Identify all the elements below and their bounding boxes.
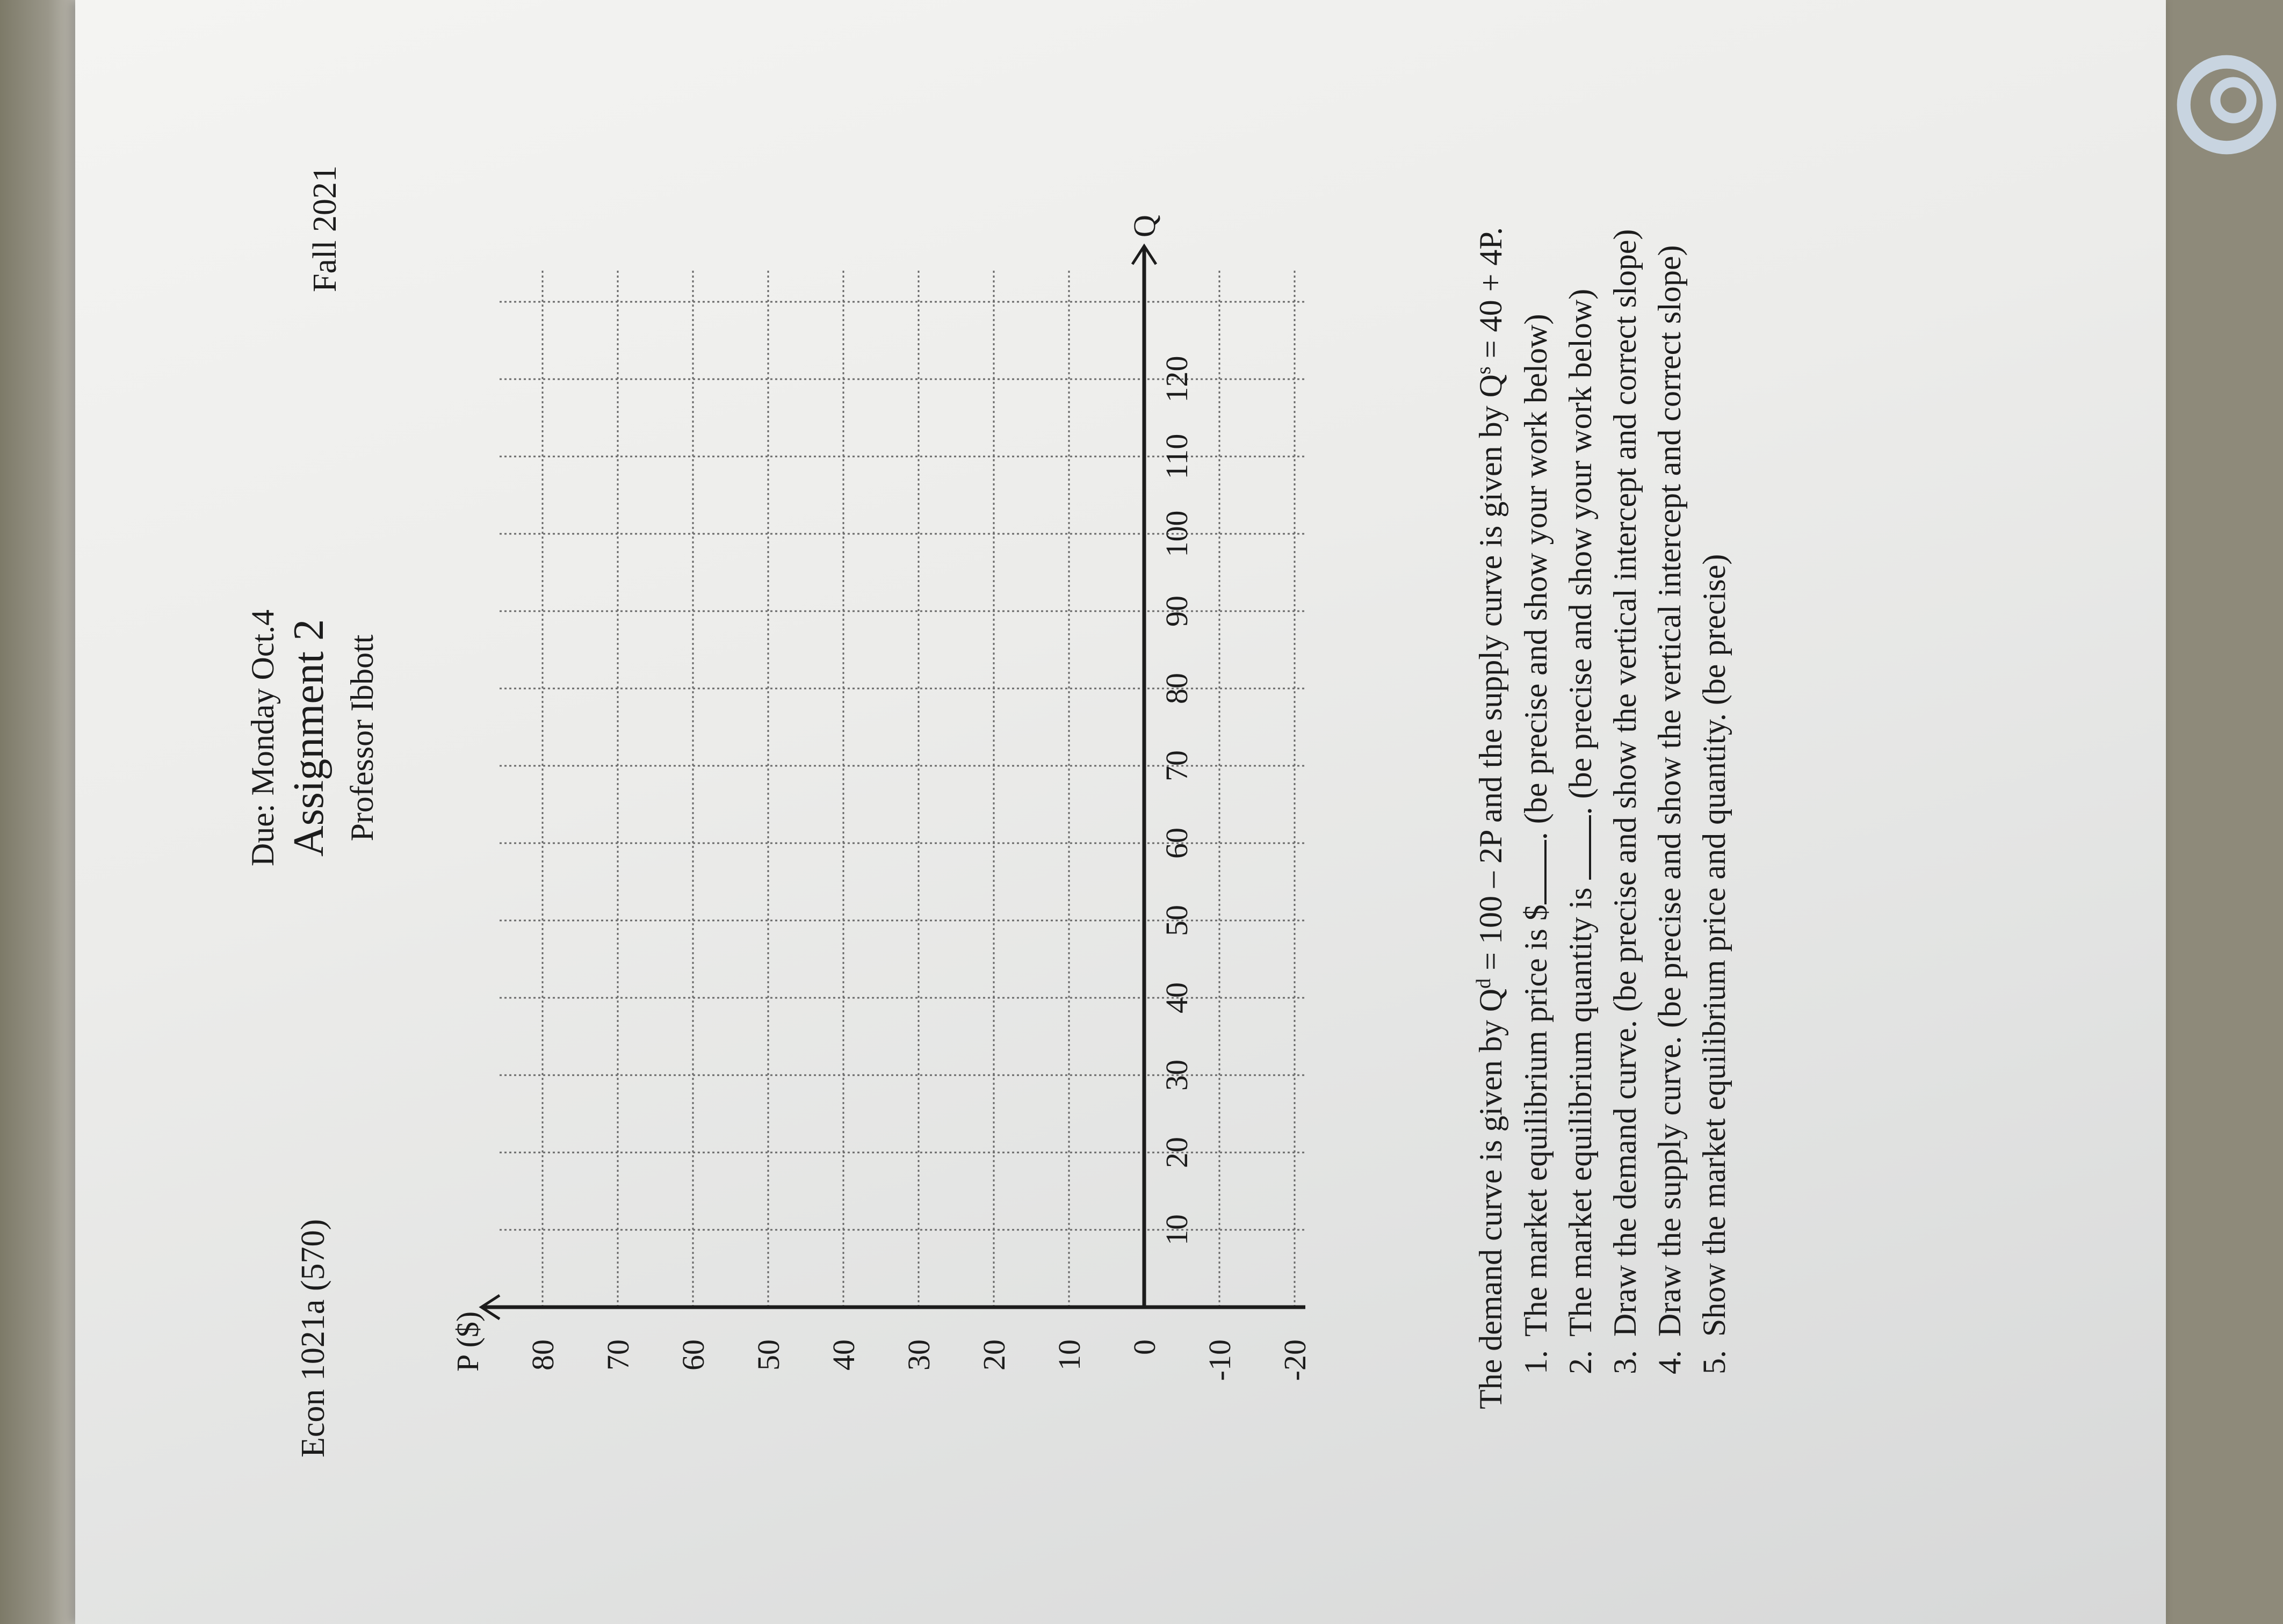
question-4 [1651, 245, 1688, 1375]
x-tick-label: 30 [1159, 1060, 1194, 1091]
question-number: 5. [1696, 1350, 1732, 1374]
graph-grid [450, 13, 1493, 1463]
p-axis-label: P ($) [450, 1311, 485, 1372]
x-tick-label: 60 [1159, 828, 1194, 859]
x-tick-label: 120 [1159, 356, 1194, 403]
x-tick-label: 50 [1159, 905, 1194, 936]
question-text: Draw the demand curve. (be precise and show the vertical intercept and correct slope) [1607, 229, 1643, 1337]
y-tick-label: 80 [525, 1339, 560, 1371]
question-text: Show the market equilibrium price and quantity. (be precise) [1696, 554, 1732, 1337]
question-text: The market equilibrium price is $ [1518, 904, 1554, 1337]
y-tick-label: 70 [601, 1339, 635, 1371]
question-1 [1518, 314, 1555, 1374]
x-tick-label: 10 [1159, 1214, 1194, 1245]
y-tick-label: -10 [1202, 1339, 1237, 1381]
y-tick-label: 20 [977, 1339, 1012, 1371]
question-2 [1562, 289, 1599, 1374]
y-tick-label: 60 [676, 1339, 711, 1371]
assignment-title: Assignment 2 [285, 619, 333, 857]
x-tick-label: 90 [1159, 596, 1194, 627]
x-tick-label: 40 [1159, 982, 1194, 1013]
x-tick-label: 110 [1159, 433, 1194, 480]
x-tick-label: 80 [1159, 673, 1194, 704]
y-tick-label: 0 [1127, 1339, 1162, 1355]
professor-name: Professor Ibbott [344, 634, 380, 842]
question-number: 1. [1518, 1350, 1554, 1374]
question-number: 2. [1563, 1350, 1598, 1374]
y-tick-label: 40 [826, 1339, 861, 1371]
swirl-watermark-icon [2170, 48, 2283, 161]
demand-superscript: d [1472, 978, 1495, 989]
question-text-after: . (be precise and show your work below) [1518, 314, 1554, 840]
x-tick-label: 100 [1159, 510, 1194, 557]
question-number: 3. [1607, 1350, 1643, 1374]
y-tick-label: 50 [751, 1339, 786, 1371]
y-tick-label: 30 [901, 1339, 936, 1371]
term-label: Fall 2021 [307, 165, 343, 292]
y-tick-label: -20 [1277, 1339, 1312, 1381]
intro-text-a: The demand curve is given by Q [1473, 988, 1508, 1409]
question-text: Draw the supply curve. (be precise and show the vertical intercept and correct slope) [1652, 245, 1687, 1337]
problem-statement [1472, 227, 1509, 1409]
due-date: Due: Monday Oct.4 [245, 609, 280, 867]
intro-text-c: = 40 + 4P. [1473, 227, 1508, 367]
answer-blank[interactable] [1567, 815, 1591, 880]
q-axis-label: Q [1127, 215, 1162, 237]
course-code: Econ 1021a (570) [295, 1219, 331, 1458]
intro-text-b: = 100 – 2P and the supply curve is given by Q [1473, 374, 1508, 978]
question-5 [1696, 554, 1733, 1374]
question-3 [1607, 229, 1644, 1374]
answer-blank[interactable] [1523, 840, 1547, 904]
supply-superscript: s [1472, 366, 1495, 375]
x-tick-label: 20 [1159, 1137, 1194, 1168]
y-tick-label: 10 [1052, 1339, 1087, 1371]
question-text: The market equilibrium quantity is [1563, 879, 1598, 1337]
x-tick-label: 70 [1159, 750, 1194, 781]
question-text-after: . (be precise and show your work below) [1563, 288, 1598, 815]
question-number: 4. [1652, 1350, 1687, 1374]
